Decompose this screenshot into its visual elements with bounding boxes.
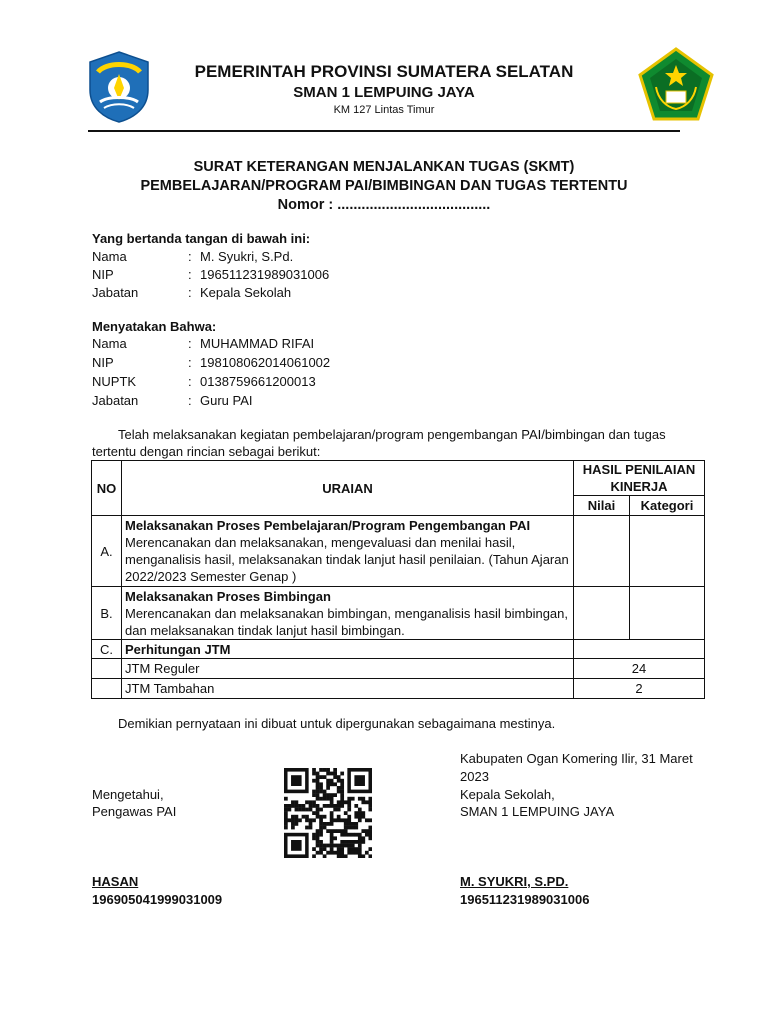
- colon: :: [188, 267, 192, 282]
- colon: :: [188, 355, 192, 370]
- principal-title: Kepala Sekolah,: [460, 787, 555, 802]
- nilai-cell: [574, 587, 630, 640]
- subject-nuptk-label: NUPTK: [92, 374, 137, 389]
- row-no: B.: [92, 587, 122, 640]
- signer-position-value: Kepala Sekolah: [200, 285, 292, 300]
- table-row: [92, 587, 705, 640]
- colon: :: [188, 285, 192, 300]
- subject-position-value: Guru PAI: [200, 393, 253, 408]
- kategori-cell: [630, 516, 705, 587]
- jtm-reguler-label: JTM Reguler: [122, 659, 574, 679]
- empty-cell: [92, 679, 122, 699]
- colon: :: [188, 374, 192, 389]
- row-description: Merencanakan dan melaksanakan, mengevaluasi dan menilai hasil, menganalisis hasil, melaksanakan tindak lanjut hasil penilaian. (Tahun Ajaran 2022/2023 Semester Genap ): [125, 535, 569, 584]
- signer-heading: Yang bertanda tangan di bawah ini:: [92, 231, 311, 246]
- signer-nip-value: 196511231989031006: [200, 267, 330, 282]
- signer-position-label: Jabatan: [92, 285, 139, 300]
- signer-nip-label: NIP: [92, 267, 114, 282]
- acknowledged-label: Mengetahui,: [92, 787, 164, 802]
- school-address: KM 127 Lintas Timur: [333, 104, 435, 116]
- subject-nip-label: NIP: [92, 355, 114, 370]
- subject-heading: Menyatakan Bahwa:: [92, 319, 217, 334]
- row-title: Perhitungan JTM: [122, 640, 574, 659]
- tut-wuri-handayani-logo: [82, 50, 156, 124]
- document-title-line2: PEMBELAJARAN/PROGRAM PAI/BIMBINGAN DAN TUGAS TERTENTU: [140, 178, 628, 194]
- principal-school: SMAN 1 LEMPUING JAYA: [460, 804, 615, 819]
- colon: :: [188, 336, 192, 351]
- table-row: [92, 640, 705, 659]
- col-header-uraian: URAIAN: [122, 461, 574, 516]
- signer-name-value: M. Syukri, S.Pd.: [200, 249, 294, 264]
- header-rule: [88, 130, 680, 132]
- kemenag-logo: [638, 47, 714, 123]
- kategori-cell: [630, 587, 705, 640]
- row-no: A.: [92, 516, 122, 587]
- subject-name-value: MUHAMMAD RIFAI: [200, 336, 315, 351]
- place-date: Kabupaten Ogan Komering Ilir, 31 Maret 2023: [460, 751, 693, 784]
- table-row: [92, 679, 705, 699]
- supervisor-title: Pengawas PAI: [92, 804, 177, 819]
- row-description: Merencanakan dan melaksanakan bimbingan, menganalisis hasil bimbingan, dan melaksanakan tindak lanjut hasil bimbingan.: [125, 605, 568, 638]
- supervisor-name: HASAN: [92, 874, 139, 889]
- row-title: Melaksanakan Proses Pembelajaran/Program Pengembangan PAI: [125, 518, 531, 533]
- subject-nuptk-value: 0138759661200013: [200, 374, 316, 389]
- row-title: Melaksanakan Proses Bimbingan: [125, 588, 331, 604]
- col-header-hasil: HASIL PENILAIAN KINERJA: [574, 461, 705, 496]
- document-number: Nomor : ......................................: [277, 197, 491, 213]
- qr-code: [284, 768, 372, 858]
- signer-name-label: Nama: [92, 249, 127, 264]
- colon: :: [188, 393, 192, 408]
- nilai-cell: [574, 516, 630, 587]
- intro-paragraph: [92, 426, 692, 460]
- empty-cell: [92, 659, 122, 679]
- principal-name: M. SYUKRI, S.PD.: [460, 874, 569, 889]
- table-row: [92, 516, 705, 587]
- subject-name-label: Nama: [92, 336, 127, 351]
- government-heading: PEMERINTAH PROVINSI SUMATERA SELATAN: [194, 62, 574, 81]
- jtm-reguler-value: 24: [574, 659, 705, 679]
- supervisor-nip: 196905041999031009: [92, 892, 223, 907]
- intro-text: Telah melaksanakan kegiatan pembelajaran/program pengembangan PAI/bimbingan dan tugas tertentu dengan rincian sebagai berikut:: [92, 427, 666, 459]
- jtm-tambahan-label: JTM Tambahan: [122, 679, 574, 699]
- jtm-cell: [574, 640, 705, 659]
- colon: :: [188, 249, 192, 264]
- row-no: C.: [92, 640, 122, 659]
- subject-position-label: Jabatan: [92, 393, 139, 408]
- school-name: SMAN 1 LEMPUING JAYA: [293, 84, 475, 101]
- subject-nip-value: 198108062014061002: [200, 355, 331, 370]
- document-title-line1: SURAT KETERANGAN MENJALANKAN TUGAS (SKMT): [193, 159, 575, 175]
- jtm-tambahan-value: 2: [574, 679, 705, 699]
- table-row: [92, 659, 705, 679]
- col-header-no: NO: [92, 461, 122, 516]
- row-uraian: [122, 587, 574, 640]
- row-uraian: [122, 516, 574, 587]
- col-header-nilai: Nilai: [574, 496, 630, 516]
- principal-nip: 196511231989031006: [460, 892, 590, 907]
- closing-statement: Demikian pernyataan ini dibuat untuk dipergunakan sebagaimana mestinya.: [118, 716, 556, 731]
- col-header-kategori: Kategori: [630, 496, 705, 516]
- task-table: [91, 460, 705, 699]
